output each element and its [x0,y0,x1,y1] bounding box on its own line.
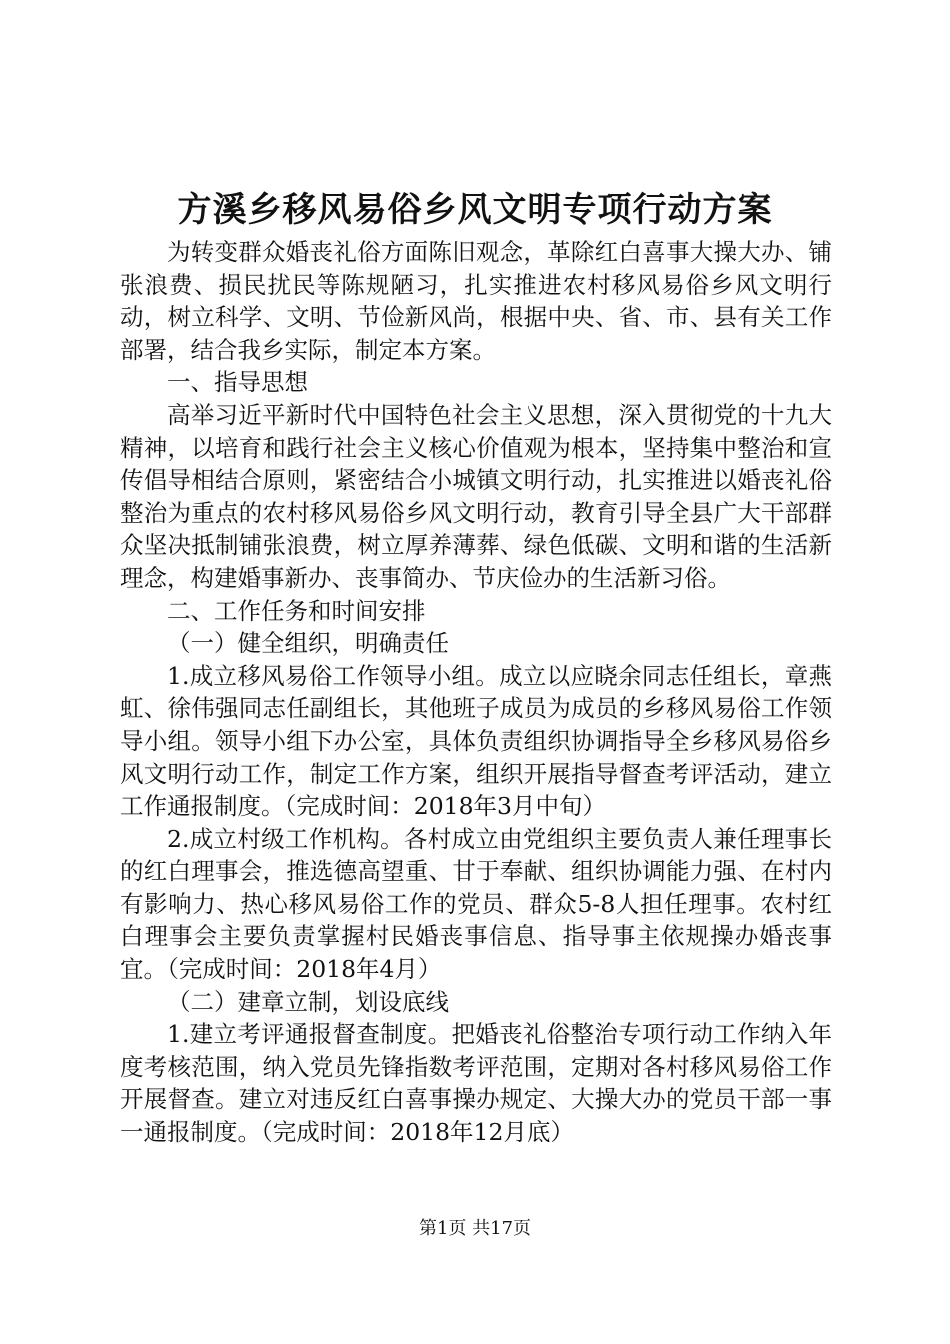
organization-item-1: 1.成立移风易俗工作领导小组。成立以应晓余同志任组长，章燕虹、徐伟强同志任副组长，其他班子成员为成员的乡移风易俗工作领导小组。领导小组下办公室，具体负责组织协调指导全乡移风易俗乡风文明行动工作，制定工作方案，组织开展指导督查考评活动，建立工作通报制度。（完成时间：2018年3月中旬） [120,661,832,821]
subsection-heading-regulations: （二）建章立制，划设底线 [167,987,449,1016]
document-body [120,236,832,1149]
section-heading-guiding-ideology: 一、指导思想 [167,368,308,397]
organization-item-2: 2.成立村级工作机构。各村成立由党组织主要负责人兼任理事长的红白理事会，推选德高望重、甘于奉献、组织协调能力强、在村内有影响力、热心移风易俗工作的党员、群众5-8人担任理事。农村红白理事会主要负责掌握村民婚丧事信息、指导事主依规操办婚丧事宜。（完成时间：2018年4月） [120,824,832,984]
section-heading-tasks-schedule: 二、工作任务和时间安排 [167,596,426,625]
page-number-footer: 第1页 共17页 [418,1218,532,1239]
subsection-heading-organization: （一）健全组织，明确责任 [167,629,449,658]
guiding-ideology-paragraph: 高举习近平新时代中国特色社会主义思想，深入贯彻党的十九大精神，以培育和践行社会主义核心价值观为根本，坚持集中整治和宣传倡导相结合原则，紧密结合小城镇文明行动，扎实推进以婚丧礼俗整治为重点的农村移风易俗乡风文明行动，教育引导全县广大干部群众坚决抵制铺张浪费，树立厚养薄葬、绿色低碳、文明和谐的生活新理念，构建婚事新办、丧事简办、节庆俭办的生活新习俗。 [120,400,832,592]
regulations-item-1: 1.建立考评通报督查制度。把婚丧礼俗整治专项行动工作纳入年度考核范围，纳入党员先锋指数考评范围，定期对各村移风易俗工作开展督查。建立对违反红白喜事操办规定、大操大办的党员干部一事一通报制度。（完成时间：2018年12月底） [120,1020,832,1147]
document-title: 方溪乡移风易俗乡风文明专项行动方案 [177,190,773,230]
intro-paragraph: 为转变群众婚丧礼俗方面陈旧观念，革除红白喜事大操大办、铺张浪费、损民扰民等陈规陋习，扎实推进农村移风易俗乡风文明行动，树立科学、文明、节俭新风尚，根据中央、省、市、县有关工作部署，结合我乡实际，制定本方案。 [120,238,832,364]
